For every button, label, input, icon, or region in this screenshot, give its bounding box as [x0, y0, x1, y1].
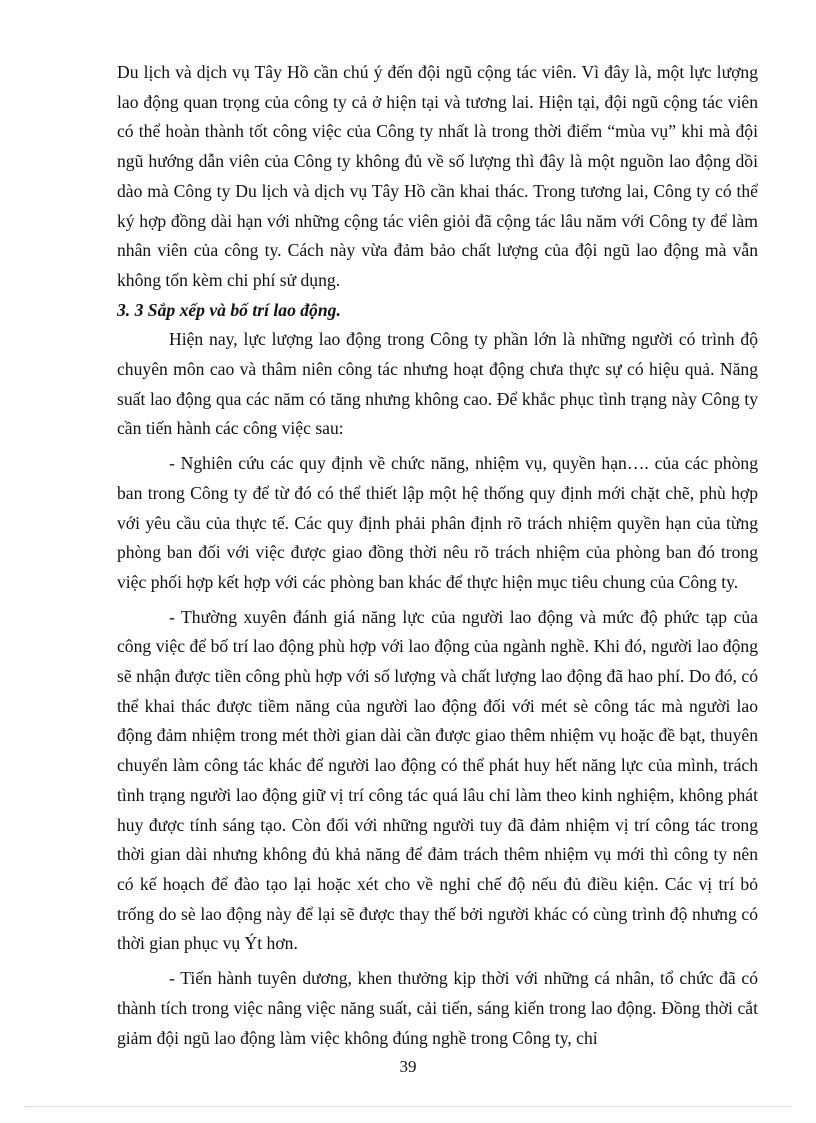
page-number: 39	[399, 1057, 417, 1076]
bullet-item-regulations: - Nghiên cứu các quy định về chức năng, nhiệm vụ, quyền hạn…. của các phòng ban trong Công ty để từ đó có thể thiết lập một hệ thống quy định mới chặt chẽ, phù hợp với yêu cầu của thực tế. Các quy định phải phân định rõ trách nhiệm quyền hạn của từng phòng ban đối với việc được giao đồng thời nêu rõ trách nhiệm của phòng ban đó trong việc phối hợp kết hợp với các phòng ban khác để thực hiện mục tiêu chung của Công ty.	[117, 453, 758, 592]
section-heading: 3. 3 Sắp xếp và bố trí lao động.	[117, 299, 341, 320]
paragraph-situation: Hiện nay, lực lượng lao động trong Công ty phần lớn là những người có trình độ chuyên môn cao và thâm niên công tác nhưng hoạt động chưa thực sự có hiệu quả. Năng suất lao động qua các năm có tăng nhưng không cao. Để khắc phục tình trạng này Công ty cần tiến hành các công việc sau:	[117, 329, 758, 439]
body-text	[117, 58, 758, 1058]
footer-divider	[24, 1106, 792, 1107]
paragraph-intro: Du lịch và dịch vụ Tây Hồ cần chú ý đến đội ngũ cộng tác viên. Vì đây là, một lực lượng lao động quan trọng của công ty cả ở hiện tại và tương lai. Hiện tại, đội ngũ cộng tác viên có thể hoàn thành tốt công việc của Công ty nhất là trong thời điểm “mùa vụ” khi mà đội ngũ hướng dẫn viên của Công ty không đủ về số lượng thì đây là một nguồn lao động dồi dào mà Công ty Du lịch và dịch vụ Tây Hồ cần khai thác. Trong tương lai, Công ty có thể ký hợp đồng dài hạn với những cộng tác viên giỏi đã cộng tác lâu năm với Công ty để làm nhân viên của công ty. Cách này vừa đảm bảo chất lượng của đội ngũ lao động mà vẫn không tốn kèm chi phí sử dụng.	[117, 62, 758, 290]
bullet-item-rewards: - Tiến hành tuyên dương, khen thưởng kịp thời với những cá nhân, tổ chức đã có thành tích trong việc nâng việc năng suất, cải tiến, sáng kiến trong lao động. Đồng thời cắt giảm đội ngũ lao động làm việc không đúng nghề trong Công ty, chỉ	[117, 968, 758, 1048]
bullet-item-assessment: - Thường xuyên đánh giá năng lực của người lao động và mức độ phức tạp của công việc để bố trí lao động phù hợp với lao động của ngành nghề. Khi đó, người lao động sẽ nhận được tiền công phù hợp với số lượng và chất lượng lao động đã hao phí. Do đó, có thể khai thác được tiềm năng của người lao động đối với mét sè công tác mà người lao động đảm nhiệm trong mét thời gian dài cần được giao thêm nhiệm vụ hoặc đề bạt, thuyên chuyển làm công tác khác để người lao động có thể phát huy hết năng lực của mình, trách tình trạng người lao động giữ vị trí công tác quá lâu chỉ làm theo kinh nghiệm, không phát huy được tính sáng tạo. Còn đối với những người tuy đã đảm nhiệm vị trí công tác trong thời gian dài nhưng không đủ khả năng để đảm trách thêm nhiệm vụ mới thì công ty nên có kế hoạch để đào tạo lại hoặc xét cho về nghỉ chế độ nếu đủ điều kiện. Các vị trí bỏ trống do sè lao động này để lại sẽ được thay thế bởi người khác có cùng trình độ nhưng có thời gian phục vụ Ýt hơn.	[117, 606, 758, 954]
